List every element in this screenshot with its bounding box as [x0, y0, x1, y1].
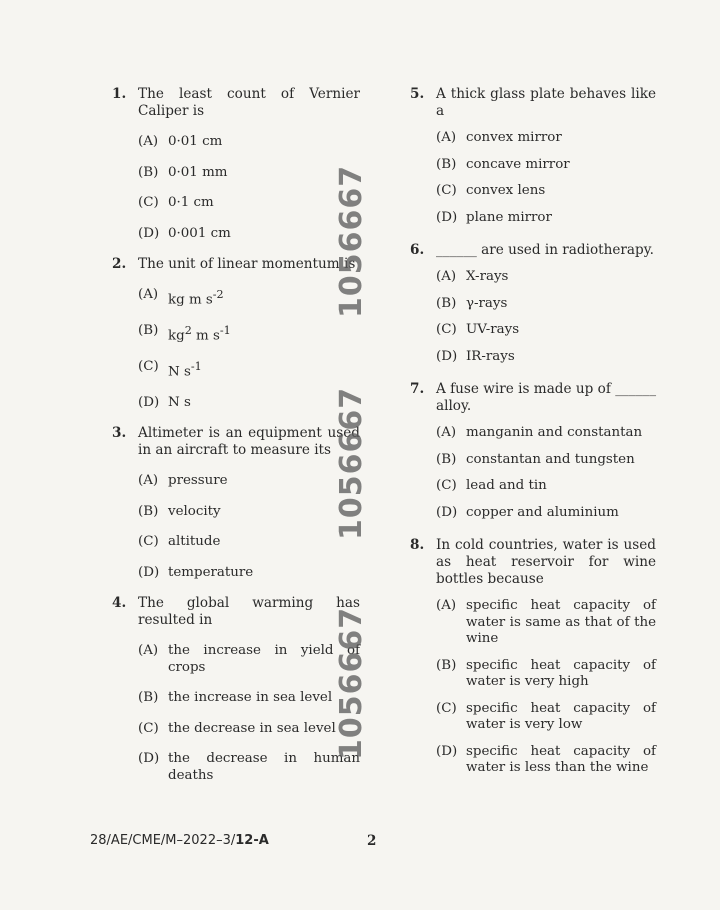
option-a — [138, 643, 360, 676]
question-number: 6. — [410, 242, 425, 258]
option-text: lead and tin — [466, 478, 547, 493]
question-7 — [410, 381, 656, 521]
question-stem — [112, 86, 360, 120]
option-c — [436, 322, 656, 339]
question-text: The least count of Vernier Caliper is — [138, 86, 360, 119]
option-text: plane mirror — [466, 209, 552, 225]
option-label: (C) — [138, 195, 159, 210]
option-text: kg m $s^{-2}$ — [168, 288, 224, 308]
watermark-text: 1056667 — [334, 386, 369, 540]
option-b — [138, 690, 360, 707]
option-b — [436, 658, 656, 691]
question-number: 1. — [112, 86, 127, 102]
question-8 — [410, 537, 656, 777]
option-d — [138, 226, 360, 243]
option-label: (C) — [138, 720, 159, 736]
option-text: convex mirror — [466, 130, 562, 145]
option-label: (D) — [436, 209, 458, 225]
option-text: copper and aluminium — [466, 504, 619, 520]
option-d — [138, 565, 360, 582]
option-label: (B) — [436, 657, 457, 673]
option-text: constantan and tungsten — [466, 451, 635, 467]
option-text: the increase in sea level — [168, 690, 333, 706]
option-b — [138, 323, 360, 345]
option-label: (A) — [138, 287, 159, 302]
question-text: ______ are used in radiotherapy. — [436, 242, 654, 258]
option-d — [436, 744, 656, 777]
option-c — [138, 195, 360, 212]
question-stem — [112, 595, 360, 629]
option-label: (D) — [436, 504, 458, 520]
option-a — [436, 425, 656, 442]
option-text: the increase in yield of crops — [168, 643, 360, 675]
question-text: A fuse wire is made up of ______ alloy. — [436, 381, 656, 414]
option-label: (A) — [436, 598, 457, 613]
question-stem — [410, 86, 656, 120]
option-text: altitude — [168, 534, 221, 550]
option-label: (D) — [436, 348, 458, 364]
option-text: velocity — [168, 503, 221, 519]
option-d — [436, 349, 656, 366]
option-text: γ-rays — [466, 295, 508, 311]
option-label: (A) — [436, 269, 457, 284]
option-text: pressure — [168, 473, 228, 489]
option-label: (D) — [138, 564, 160, 580]
option-c — [436, 701, 656, 734]
option-label: (C) — [436, 322, 457, 337]
question-text: Altimeter is an equipment used in an aircraft to measure its — [138, 425, 360, 459]
option-text: the decrease in sea level — [168, 720, 336, 736]
question-1 — [112, 86, 360, 242]
option-b — [436, 157, 656, 174]
option-c — [138, 721, 360, 738]
option-text: IR-rays — [466, 348, 515, 364]
question-number: 8. — [410, 537, 425, 553]
question-6 — [410, 242, 656, 365]
option-text: specific heat capacity of water is less than the wine — [466, 743, 656, 775]
option-label: (B) — [436, 295, 457, 311]
option-d — [436, 505, 656, 522]
option-label: (C) — [436, 478, 457, 493]
option-c — [138, 359, 360, 381]
question-number: 4. — [112, 595, 127, 612]
option-text: UV-rays — [466, 322, 520, 337]
option-a — [138, 287, 360, 309]
option-b — [436, 296, 656, 313]
option-c — [436, 183, 656, 200]
question-number: 5. — [410, 86, 425, 102]
left-column — [112, 86, 360, 798]
option-d — [138, 395, 360, 412]
question-4 — [112, 595, 360, 784]
option-b — [436, 452, 656, 469]
option-c — [138, 534, 360, 551]
option-label: (B) — [138, 164, 159, 180]
question-stem — [410, 242, 656, 259]
option-label: (B) — [138, 322, 159, 338]
option-text: specific heat capacity of water is very high — [466, 657, 656, 689]
option-label: (C) — [436, 183, 457, 198]
option-text: 0·01 mm — [168, 164, 228, 180]
question-number: 2. — [112, 256, 127, 272]
option-text: N s — [168, 394, 191, 410]
option-label: (B) — [138, 690, 159, 706]
option-text: specific heat capacity of water is very low — [466, 700, 656, 732]
option-b — [138, 165, 360, 182]
option-text: the decrease in human deaths — [168, 751, 360, 783]
question-stem — [112, 256, 360, 273]
option-label: (C) — [138, 358, 159, 374]
option-text: 0·1 cm — [168, 195, 214, 210]
option-label: (B) — [436, 156, 457, 172]
option-label: (B) — [436, 451, 457, 467]
question-text: A thick glass plate behaves like a — [436, 86, 656, 119]
option-text: N $s^{-1}$ — [168, 359, 202, 380]
watermark-text: 1056667 — [334, 164, 369, 318]
option-d — [436, 210, 656, 227]
option-text: X-rays — [466, 269, 509, 284]
question-text: The unit of linear momentum is — [138, 256, 356, 272]
option-d — [138, 751, 360, 784]
option-label: (D) — [138, 394, 160, 410]
question-number: 3. — [112, 425, 127, 442]
page-number: 2 — [367, 833, 377, 849]
option-label: (A) — [138, 643, 159, 659]
option-a — [138, 134, 360, 151]
option-label: (A) — [138, 473, 159, 489]
option-label: (D) — [436, 743, 458, 759]
question-number: 7. — [410, 381, 425, 397]
option-text: convex lens — [466, 183, 546, 198]
option-label: (C) — [436, 700, 457, 716]
option-label: (A) — [138, 134, 159, 149]
option-label: (C) — [138, 534, 159, 550]
option-a — [436, 598, 656, 648]
option-label: (D) — [138, 751, 160, 767]
watermark-text: 1056667 — [334, 606, 369, 760]
option-a — [138, 473, 360, 490]
option-c — [436, 478, 656, 495]
option-label: (B) — [138, 503, 159, 519]
option-label: (D) — [138, 225, 160, 241]
question-stem — [410, 381, 656, 415]
option-a — [436, 269, 656, 286]
paper-code: 28/AE/CME/M–2022–3/12-A — [90, 833, 269, 848]
option-a — [436, 130, 656, 147]
option-label: (A) — [436, 425, 457, 440]
option-text: $kg^2$ m $s^{-1}$ — [168, 323, 231, 344]
option-text: concave mirror — [466, 156, 570, 172]
option-text: 0·001 cm — [168, 225, 231, 241]
question-3 — [112, 425, 360, 581]
question-text: The global warming has resulted in — [138, 595, 360, 629]
question-2 — [112, 256, 360, 411]
option-b — [138, 504, 360, 521]
question-text: In cold countries, water is used as heat reservoir for wine bottles because — [436, 537, 656, 587]
option-text: 0·01 cm — [168, 134, 223, 149]
right-column — [410, 86, 656, 793]
option-text: manganin and constantan — [466, 425, 643, 440]
question-5 — [410, 86, 656, 226]
option-text: specific heat capacity of water is same as that of the wine — [466, 598, 656, 646]
option-text: temperature — [168, 564, 254, 580]
question-stem — [112, 425, 360, 459]
option-label: (A) — [436, 130, 457, 145]
question-stem — [410, 537, 656, 588]
